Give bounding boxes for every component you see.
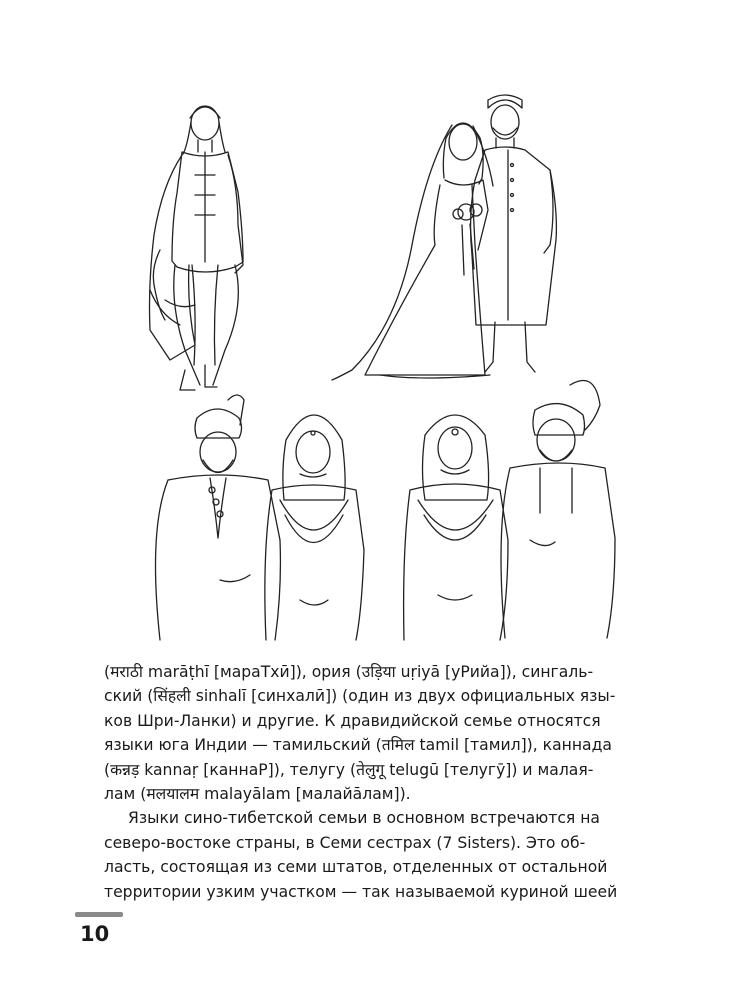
- text-line: [104, 782, 660, 806]
- text-line-content: (मराठी marāṭhī [мараТхӣ]), ория (उड़िया uṛiyā [уРийа]), сингаль-: [104, 663, 594, 681]
- text-line: [104, 831, 660, 855]
- page-number-bar: [75, 912, 123, 917]
- text-line: [104, 660, 660, 684]
- text-line-content: лам (मलयालम malayālam [малайāлам]).: [104, 785, 411, 804]
- text-line: [104, 684, 660, 708]
- text-line-content: языки юга Индии — тамильский (तमिल tamil [тамил]), каннада: [104, 736, 612, 755]
- text-line: [104, 806, 660, 830]
- text-line-content: ков Шри-Ланки) и другие. К дравидийской семье относятся: [104, 711, 601, 730]
- paragraph-1: [104, 660, 660, 806]
- bride-figure: [332, 123, 493, 380]
- text-line-content: (कन्नड़ kannaṛ [каннаР]), телугу (तेलुगू telugū [телугӯ]) и малая-: [104, 760, 594, 779]
- text-line: [104, 709, 660, 733]
- woman-salwar-kameez-figure: [150, 106, 244, 390]
- text-line-content: ласть, состоящая из семи штатов, отделенных от остальной: [104, 858, 608, 877]
- text-line-content: северо-востоке страны, в Семи сестрах (7 Sisters). Это об-: [104, 833, 586, 852]
- text-line: [104, 733, 660, 757]
- groom-figure: [471, 95, 557, 372]
- text-line: [104, 758, 660, 782]
- woman-dupatta-figure-left: [265, 415, 364, 640]
- paragraph-2: [104, 806, 660, 904]
- text-line-content: Языки сино-тибетской семьи в основном встречаются на: [128, 809, 600, 828]
- text-line-content: территории узким участком — так называемой куриной шеей: [104, 882, 618, 901]
- text-line: [104, 880, 660, 904]
- woman-dupatta-figure-right: [404, 415, 508, 640]
- turbaned-man-figure-left: [156, 395, 281, 640]
- turbaned-man-figure-right: [501, 381, 615, 639]
- page-number: 10: [80, 922, 110, 946]
- text-line-content: ский (सिंहली sinhalī [синхалӣ]) (один из двух официальных язы-: [104, 687, 616, 706]
- body-text: [104, 660, 660, 904]
- text-line: [104, 855, 660, 879]
